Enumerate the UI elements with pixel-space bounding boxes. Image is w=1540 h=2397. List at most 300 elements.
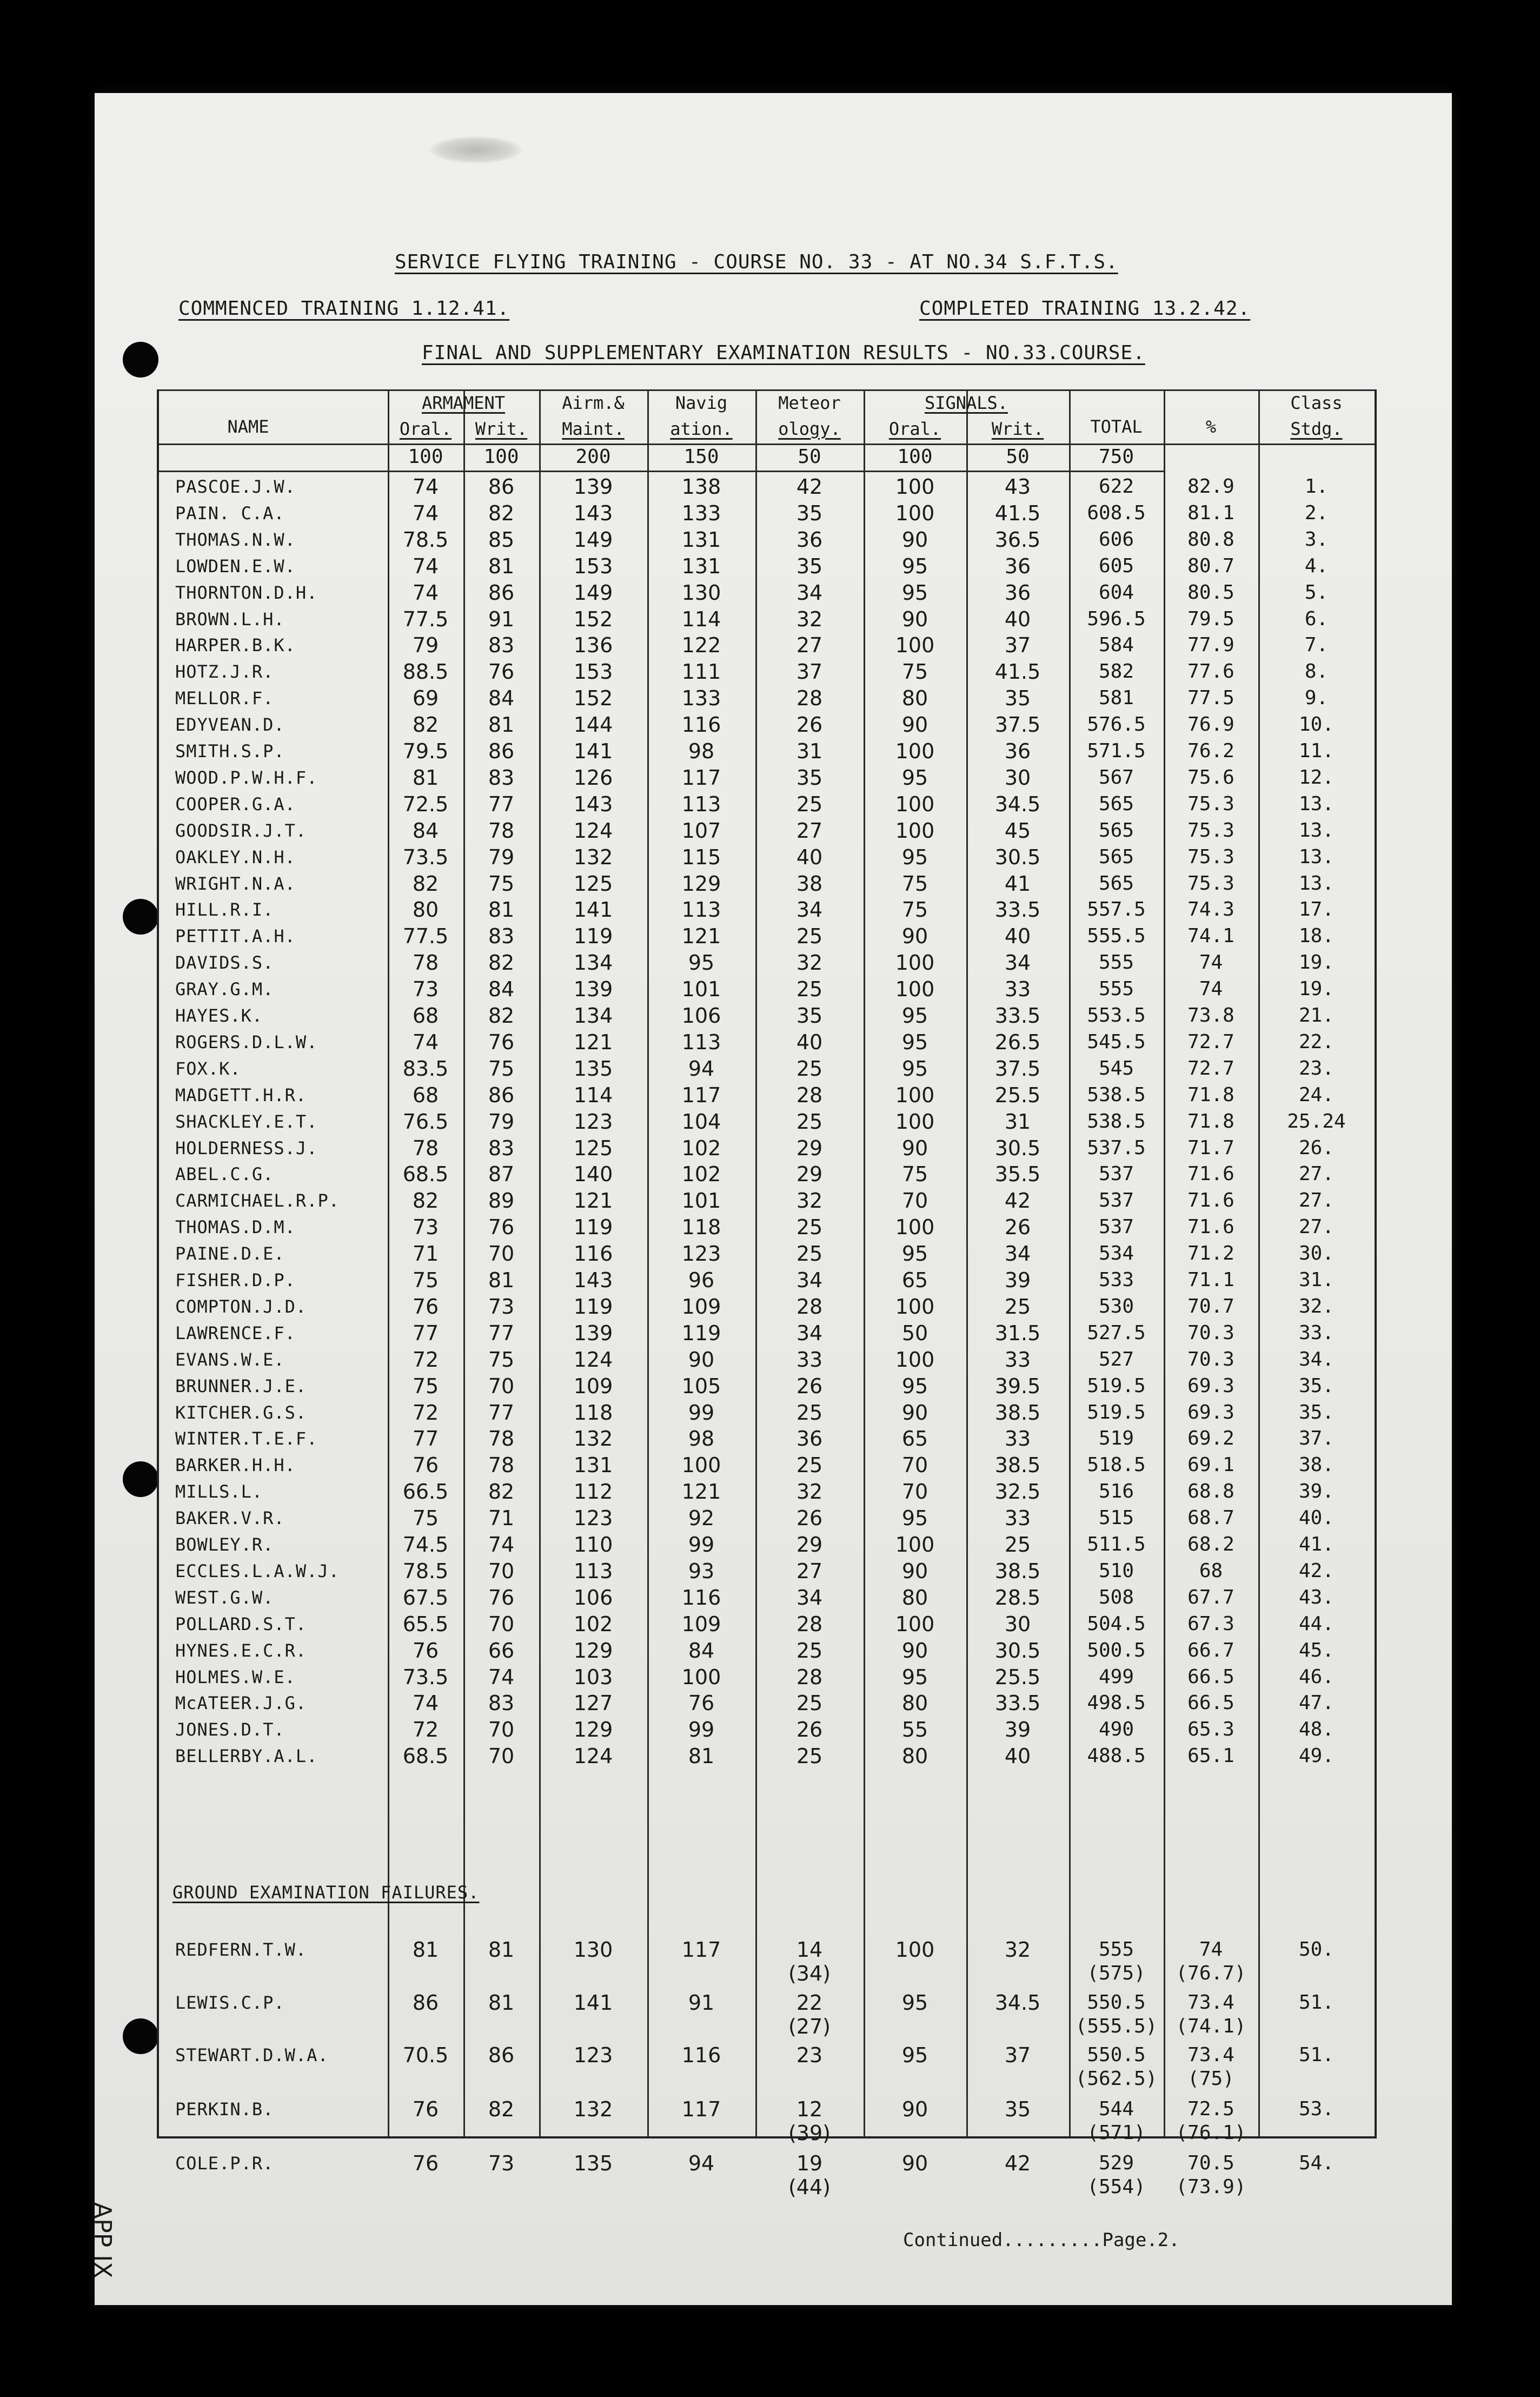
student-name: HILL.R.I. xyxy=(175,899,274,921)
score-cell: 27. xyxy=(1298,1163,1335,1186)
score-cell: 68 xyxy=(1199,1559,1223,1582)
score-cell: 34 xyxy=(1004,1242,1031,1266)
score-cell: 107 xyxy=(681,818,721,843)
score-cell: 143 xyxy=(573,1268,613,1292)
col-signals-header: SIGNALS. xyxy=(924,393,1008,413)
student-name: LEWIS.C.P. xyxy=(175,1992,285,2013)
supplementary-percent: (74.1) xyxy=(1176,2015,1246,2037)
score-cell: 39 xyxy=(1004,1718,1031,1742)
score-cell: 527 xyxy=(1098,1348,1134,1370)
score-cell: 28 xyxy=(796,1665,823,1689)
score-cell: 86 xyxy=(488,580,515,605)
score-cell: 77 xyxy=(488,1321,515,1345)
score-cell: 77 xyxy=(412,1321,439,1345)
student-name: COOPER.G.A. xyxy=(175,793,296,815)
score-cell: 37.5 xyxy=(994,1056,1041,1081)
student-name: COLE.P.R. xyxy=(175,2153,274,2174)
completed-training: COMPLETED TRAINING 13.2.42. xyxy=(919,297,1251,320)
max-mark-cell: 100 xyxy=(408,446,443,468)
score-cell: 72.5 xyxy=(402,792,449,816)
student-name: SHACKLEY.E.T. xyxy=(175,1111,318,1132)
score-cell: 106 xyxy=(681,1004,721,1028)
score-cell: 27 xyxy=(796,633,823,658)
score-cell: 40 xyxy=(1004,1744,1031,1769)
score-cell: 26.5 xyxy=(994,1030,1041,1054)
score-cell: 537 xyxy=(1098,1216,1134,1239)
score-cell: 82 xyxy=(412,871,439,896)
score-cell: 81 xyxy=(488,1938,515,1962)
score-cell: 25 xyxy=(796,1242,823,1266)
score-cell: 565 xyxy=(1098,872,1134,895)
col-name-header: NAME xyxy=(227,416,269,437)
score-cell: 37. xyxy=(1298,1427,1335,1450)
score-cell: 139 xyxy=(573,1321,613,1345)
score-cell: 11. xyxy=(1298,740,1335,762)
score-cell: 33 xyxy=(1004,1347,1031,1372)
supplementary-score: (34) xyxy=(788,1962,831,1985)
score-cell: 45. xyxy=(1298,1639,1335,1661)
col-class-header-2: Stdg. xyxy=(1290,419,1343,439)
score-cell: 84 xyxy=(412,818,439,843)
student-name: DAVIDS.S. xyxy=(175,952,274,974)
score-cell: 75 xyxy=(488,1056,515,1081)
score-cell: 95 xyxy=(901,1374,928,1398)
score-cell: 132 xyxy=(573,2097,613,2121)
score-cell: 124 xyxy=(573,1347,613,1372)
score-cell: 95 xyxy=(901,1506,928,1531)
score-cell: 70 xyxy=(488,1374,515,1398)
score-cell: 66.5 xyxy=(1187,1665,1234,1688)
score-cell: 19. xyxy=(1298,978,1335,1001)
score-cell: 529 xyxy=(1098,2152,1134,2174)
score-cell: 40 xyxy=(1004,924,1031,949)
student-name: BELLERBY.A.L. xyxy=(175,1746,318,1767)
score-cell: 36 xyxy=(796,527,823,552)
score-cell: 81 xyxy=(488,1268,515,1292)
score-cell: 79 xyxy=(412,633,439,658)
student-name: GRAY.G.M. xyxy=(175,979,274,1000)
score-cell: 75.3 xyxy=(1187,792,1234,815)
score-cell: 131 xyxy=(681,527,721,552)
score-cell: 78 xyxy=(488,818,515,843)
student-name: HOTZ.J.R. xyxy=(175,661,274,683)
score-cell: 70.5 xyxy=(402,2043,449,2067)
score-cell: 143 xyxy=(573,501,613,525)
score-cell: 2. xyxy=(1304,501,1329,524)
student-name: MILLS.L. xyxy=(175,1481,263,1502)
score-cell: 42 xyxy=(1004,2151,1031,2175)
score-cell: 70 xyxy=(488,1718,515,1742)
score-cell: 129 xyxy=(573,1718,613,1742)
score-cell: 54. xyxy=(1298,2152,1335,2174)
score-cell: 119 xyxy=(573,924,613,949)
score-cell: 70 xyxy=(488,1559,515,1583)
score-cell: 35 xyxy=(796,501,823,525)
student-name: HYNES.E.C.R. xyxy=(175,1640,307,1661)
score-cell: 77 xyxy=(412,1427,439,1451)
score-cell: 109 xyxy=(681,1612,721,1636)
score-cell: 74 xyxy=(1199,978,1223,1001)
col-sig-writ-header: Writ. xyxy=(991,419,1044,439)
score-cell: 70 xyxy=(488,1612,515,1636)
score-cell: 98 xyxy=(688,739,715,763)
score-cell: 95 xyxy=(901,1030,928,1054)
score-cell: 68.5 xyxy=(402,1162,449,1187)
student-name: OAKLEY.N.H. xyxy=(175,846,296,868)
score-cell: 13. xyxy=(1298,819,1335,842)
score-cell: 34 xyxy=(796,898,823,922)
score-cell: 114 xyxy=(573,1083,613,1107)
score-cell: 74.3 xyxy=(1187,898,1234,921)
score-cell: 43. xyxy=(1298,1586,1335,1608)
score-cell: 19 xyxy=(796,2151,823,2175)
score-cell: 110 xyxy=(573,1533,613,1557)
student-name: PERKIN.B. xyxy=(175,2099,274,2120)
score-cell: 117 xyxy=(681,1938,721,1962)
score-cell: 134 xyxy=(573,1004,613,1028)
col-nav-header-2: ation. xyxy=(670,419,733,439)
score-cell: 115 xyxy=(681,845,721,869)
score-cell: 1. xyxy=(1304,475,1329,498)
score-cell: 75.6 xyxy=(1187,766,1234,789)
score-cell: 66.5 xyxy=(1187,1692,1234,1714)
score-cell: 83.5 xyxy=(402,1056,449,1081)
score-cell: 70 xyxy=(488,1744,515,1769)
score-cell: 81 xyxy=(488,713,515,737)
student-name: ROGERS.D.L.W. xyxy=(175,1031,318,1052)
score-cell: 28 xyxy=(796,1294,823,1319)
score-cell: 129 xyxy=(573,1638,613,1663)
score-cell: 576.5 xyxy=(1087,713,1146,736)
score-cell: 72.7 xyxy=(1187,1057,1234,1080)
score-cell: 23. xyxy=(1298,1057,1335,1080)
score-cell: 80 xyxy=(901,1744,928,1769)
score-cell: 121 xyxy=(573,1189,613,1213)
score-cell: 67.3 xyxy=(1187,1612,1234,1635)
score-cell: 12. xyxy=(1298,766,1335,789)
score-cell: 82 xyxy=(412,713,439,737)
score-cell: 86 xyxy=(488,739,515,763)
score-cell: 498.5 xyxy=(1087,1692,1146,1714)
score-cell: 35.5 xyxy=(994,1162,1041,1187)
student-name: HOLMES.W.E. xyxy=(175,1666,296,1687)
score-cell: 123 xyxy=(573,2043,613,2067)
score-cell: 69.2 xyxy=(1187,1427,1234,1450)
score-cell: 25 xyxy=(796,1056,823,1081)
score-cell: 121 xyxy=(681,1480,721,1504)
score-cell: 21. xyxy=(1298,1004,1335,1027)
score-cell: 73 xyxy=(488,2151,515,2175)
score-cell: 37 xyxy=(796,660,823,684)
score-cell: 95 xyxy=(901,1665,928,1689)
score-cell: 135 xyxy=(573,2151,613,2175)
score-cell: 124 xyxy=(573,1744,613,1769)
score-cell: 100 xyxy=(895,501,935,525)
score-cell: 76 xyxy=(488,1585,515,1610)
score-cell: 545.5 xyxy=(1087,1030,1146,1053)
score-cell: 26 xyxy=(796,1374,823,1398)
score-cell: 117 xyxy=(681,1083,721,1107)
score-cell: 66.5 xyxy=(402,1480,449,1504)
score-cell: 14 xyxy=(796,1938,823,1962)
score-cell: 82 xyxy=(488,501,515,525)
failures-header: GROUND EXAMINATION FAILURES. xyxy=(172,1882,480,1903)
score-cell: 141 xyxy=(573,739,613,763)
score-cell: 71.8 xyxy=(1187,1083,1234,1106)
score-cell: 534 xyxy=(1098,1242,1134,1265)
score-cell: 26. xyxy=(1298,1136,1335,1159)
score-cell: 68.5 xyxy=(402,1744,449,1769)
score-cell: 116 xyxy=(573,1242,613,1266)
score-cell: 81 xyxy=(412,765,439,790)
student-name: COMPTON.J.D. xyxy=(175,1296,307,1317)
score-cell: 80.5 xyxy=(1187,581,1234,604)
score-cell: 34.5 xyxy=(994,1991,1041,2015)
score-cell: 99 xyxy=(688,1533,715,1557)
score-cell: 100 xyxy=(895,1083,935,1107)
score-cell: 81 xyxy=(488,898,515,922)
score-cell: 537 xyxy=(1098,1163,1134,1186)
score-cell: 95 xyxy=(901,580,928,605)
score-cell: 12 xyxy=(796,2097,823,2121)
score-cell: 74.1 xyxy=(1187,925,1234,948)
score-cell: 38.5 xyxy=(994,1400,1041,1425)
score-cell: 40 xyxy=(796,845,823,869)
score-cell: 75 xyxy=(901,1162,928,1187)
score-cell: 38.5 xyxy=(994,1559,1041,1583)
student-name: ECCLES.L.A.W.J. xyxy=(175,1560,340,1581)
score-cell: 34 xyxy=(796,580,823,605)
score-cell: 76 xyxy=(488,1030,515,1054)
score-cell: 80 xyxy=(901,1585,928,1610)
student-name: SMITH.S.P. xyxy=(175,741,285,762)
student-name: JONES.D.T. xyxy=(175,1719,285,1740)
score-cell: 136 xyxy=(573,633,613,658)
student-name: PETTIT.A.H. xyxy=(175,926,296,947)
score-cell: 510 xyxy=(1098,1559,1134,1582)
score-cell: 100 xyxy=(895,1938,935,1962)
score-cell: 519.5 xyxy=(1087,1374,1146,1397)
score-cell: 516 xyxy=(1098,1480,1134,1503)
supplementary-total: (554) xyxy=(1087,2176,1146,2198)
score-cell: 67.7 xyxy=(1187,1586,1234,1608)
score-cell: 79 xyxy=(488,845,515,869)
score-cell: 40. xyxy=(1298,1507,1335,1529)
score-cell: 100 xyxy=(895,739,935,763)
score-cell: 143 xyxy=(573,792,613,816)
score-cell: 34 xyxy=(796,1585,823,1610)
score-cell: 31 xyxy=(1004,1109,1031,1134)
score-cell: 70 xyxy=(901,1480,928,1504)
score-cell: 555 xyxy=(1098,951,1134,974)
student-name: POLLARD.S.T. xyxy=(175,1613,307,1634)
score-cell: 83 xyxy=(488,765,515,790)
score-cell: 129 xyxy=(681,871,721,896)
score-cell: 75 xyxy=(901,660,928,684)
score-cell: 28 xyxy=(796,1612,823,1636)
score-cell: 25 xyxy=(796,924,823,949)
score-cell: 565 xyxy=(1098,845,1134,868)
score-cell: 70.3 xyxy=(1187,1321,1234,1344)
score-cell: 132 xyxy=(573,1427,613,1451)
score-cell: 144 xyxy=(573,713,613,737)
score-cell: 537.5 xyxy=(1087,1136,1146,1159)
score-cell: 149 xyxy=(573,527,613,552)
student-name: LAWRENCE.F. xyxy=(175,1322,296,1343)
score-cell: 74 xyxy=(1199,951,1223,974)
score-cell: 73.5 xyxy=(402,1665,449,1689)
score-cell: 117 xyxy=(681,2097,721,2121)
score-cell: 30.5 xyxy=(994,845,1041,869)
col-class-header: Class xyxy=(1290,393,1343,413)
score-cell: 92 xyxy=(688,1506,715,1531)
score-cell: 99 xyxy=(688,1400,715,1425)
score-cell: 70.7 xyxy=(1187,1295,1234,1317)
score-cell: 34.5 xyxy=(994,792,1041,816)
results-subtitle: FINAL AND SUPPLEMENTARY EXAMINATION RESULTS - NO.33.COURSE. xyxy=(422,342,1145,364)
score-cell: 76.9 xyxy=(1187,713,1234,736)
score-cell: 116 xyxy=(681,1585,721,1610)
score-cell: 32 xyxy=(796,1189,823,1213)
score-cell: 90 xyxy=(901,924,928,949)
score-cell: 5. xyxy=(1304,581,1329,604)
score-cell: 24. xyxy=(1298,1083,1335,1106)
score-cell: 25 xyxy=(796,1691,823,1716)
score-cell: 26 xyxy=(1004,1215,1031,1240)
score-cell: 51. xyxy=(1298,1991,1335,2014)
score-cell: 123 xyxy=(681,1242,721,1266)
score-cell: 86 xyxy=(488,475,515,499)
score-cell: 488.5 xyxy=(1087,1745,1146,1767)
score-cell: 38. xyxy=(1298,1454,1335,1476)
score-cell: 95 xyxy=(901,1991,928,2015)
supplementary-total: (562.5) xyxy=(1075,2068,1158,2090)
score-cell: 66.7 xyxy=(1187,1639,1234,1661)
score-cell: 131 xyxy=(681,554,721,578)
score-cell: 35. xyxy=(1298,1401,1335,1423)
score-cell: 100 xyxy=(895,475,935,499)
supplementary-total: (571) xyxy=(1087,2122,1146,2144)
score-cell: 25 xyxy=(796,1638,823,1663)
score-cell: 38 xyxy=(796,871,823,896)
score-cell: 25.5 xyxy=(994,1083,1041,1107)
document-title: SERVICE FLYING TRAINING - COURSE NO. 33 - AT NO.34 S.F.T.S. xyxy=(395,251,1118,273)
score-cell: 76 xyxy=(412,1453,439,1478)
col-airm-header-2: Maint. xyxy=(562,419,625,439)
score-cell: 76 xyxy=(412,1638,439,1663)
score-cell: 32 xyxy=(1004,1938,1031,1962)
score-cell: 545 xyxy=(1098,1057,1134,1080)
score-cell: 70.5 xyxy=(1187,2152,1234,2174)
score-cell: 89 xyxy=(488,1189,515,1213)
score-cell: 530 xyxy=(1098,1295,1134,1317)
score-cell: 130 xyxy=(573,1938,613,1962)
score-cell: 76 xyxy=(488,1215,515,1240)
score-cell: 25.24 xyxy=(1287,1110,1346,1133)
score-cell: 81.1 xyxy=(1187,501,1234,524)
score-cell: 71.6 xyxy=(1187,1216,1234,1239)
score-cell: 30.5 xyxy=(994,1638,1041,1663)
score-cell: 36 xyxy=(1004,580,1031,605)
score-cell: 30. xyxy=(1298,1242,1335,1265)
score-cell: 32 xyxy=(796,607,823,631)
score-cell: 8. xyxy=(1304,660,1329,683)
score-cell: 126 xyxy=(573,765,613,790)
score-cell: 38.5 xyxy=(994,1453,1041,1478)
student-name: CARMICHAEL.R.P. xyxy=(175,1190,340,1211)
score-cell: 596.5 xyxy=(1087,607,1146,630)
score-cell: 46. xyxy=(1298,1665,1335,1688)
score-cell: 25 xyxy=(796,977,823,1002)
score-cell: 82.9 xyxy=(1187,475,1234,498)
score-cell: 73 xyxy=(412,1215,439,1240)
score-cell: 70 xyxy=(901,1189,928,1213)
score-cell: 100 xyxy=(895,1347,935,1372)
score-cell: 25 xyxy=(1004,1294,1031,1319)
score-cell: 75 xyxy=(412,1374,439,1398)
score-cell: 74 xyxy=(412,580,439,605)
student-name: ABEL.C.G. xyxy=(175,1164,274,1185)
score-cell: 141 xyxy=(573,1991,613,2015)
score-cell: 70.3 xyxy=(1187,1348,1234,1370)
score-cell: 41.5 xyxy=(994,501,1041,525)
score-cell: 140 xyxy=(573,1162,613,1187)
score-cell: 39 xyxy=(1004,1268,1031,1292)
score-cell: 81 xyxy=(488,554,515,578)
student-name: STEWART.D.W.A. xyxy=(175,2045,329,2065)
score-cell: 25 xyxy=(796,1109,823,1134)
score-cell: 82 xyxy=(412,1189,439,1213)
score-cell: 153 xyxy=(573,660,613,684)
score-cell: 139 xyxy=(573,475,613,499)
score-cell: 500.5 xyxy=(1087,1639,1146,1661)
score-cell: 39. xyxy=(1298,1480,1335,1503)
score-cell: 101 xyxy=(681,977,721,1002)
score-cell: 84 xyxy=(488,686,515,711)
score-cell: 622 xyxy=(1098,475,1134,498)
score-cell: 75.3 xyxy=(1187,819,1234,842)
score-cell: 81 xyxy=(412,1938,439,1962)
score-cell: 85 xyxy=(488,527,515,552)
score-cell: 26 xyxy=(796,1506,823,1531)
score-cell: 44. xyxy=(1298,1612,1335,1635)
score-cell: 78 xyxy=(488,1427,515,1451)
score-cell: 113 xyxy=(681,792,721,816)
score-cell: 83 xyxy=(488,924,515,949)
score-cell: 33.5 xyxy=(994,898,1041,922)
score-cell: 73.4 xyxy=(1187,2044,1234,2066)
score-cell: 605 xyxy=(1098,554,1134,577)
score-cell: 33 xyxy=(796,1347,823,1372)
score-cell: 30 xyxy=(1004,765,1031,790)
score-cell: 100 xyxy=(681,1453,721,1478)
score-cell: 504.5 xyxy=(1087,1612,1146,1635)
score-cell: 138 xyxy=(681,475,721,499)
score-cell: 40 xyxy=(1004,607,1031,631)
score-cell: 48. xyxy=(1298,1718,1335,1741)
score-cell: 557.5 xyxy=(1087,898,1146,921)
score-cell: 149 xyxy=(573,580,613,605)
score-cell: 78.5 xyxy=(402,1559,449,1583)
score-cell: 582 xyxy=(1098,660,1134,683)
student-name: WRIGHT.N.A. xyxy=(175,873,296,894)
score-cell: 27 xyxy=(796,1559,823,1583)
score-cell: 75 xyxy=(488,1347,515,1372)
score-cell: 571.5 xyxy=(1087,740,1146,762)
score-cell: 25 xyxy=(796,1453,823,1478)
score-cell: 606 xyxy=(1098,528,1134,551)
score-cell: 490 xyxy=(1098,1718,1134,1741)
